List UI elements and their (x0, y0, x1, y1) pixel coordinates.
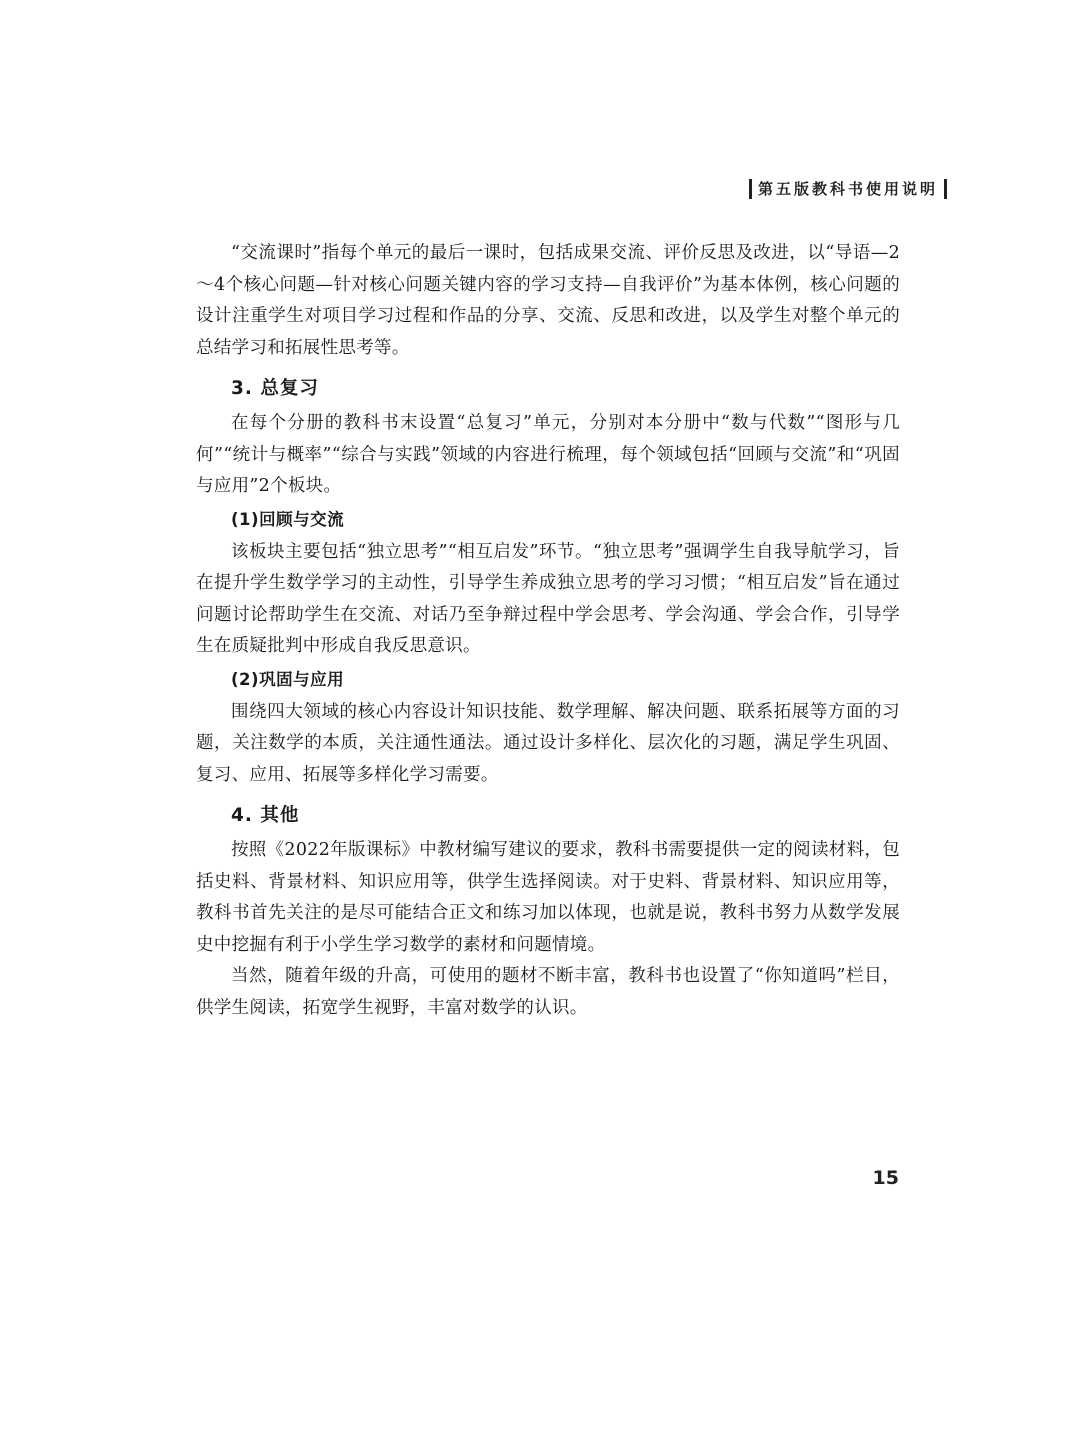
header-left-bar (749, 179, 752, 199)
paragraph-consolidate-apply: 围绕四大领域的核心内容设计知识技能、数学理解、解决问题、联系拓展等方面的习题，关注数学的本质，关注通性通法。通过设计多样化、层次化的习题，满足学生巩固、复习、应用、拓展等多样化学习需要。 (196, 701, 900, 785)
paragraph-recall-exchange: 该板块主要包括“独立思考”“相互启发”环节。“独立思考”强调学生自我导航学习，旨在提升学生数学学习的主动性，引导学生养成独立思考的学习习惯；“相互启发”旨在通过问题讨论帮助学生在交流、对话乃至争辩过程中学会思考、学会沟通、学会合作，引导学生在质疑批判中形成自我反思意识。 (196, 541, 900, 656)
running-title: 第五版教科书使用说明 (757, 180, 938, 198)
paragraph-other-reading: 按照《2022年版课标》中教材编写建议的要求，教科书需要提供一定的阅读材料，包括史料、背景材料、知识应用等，供学生选择阅读。对于史料、背景材料、知识应用等，教科书首先关注的是尽可能结合正文和练习加以体现，也就是说，教科书努力从数学发展史中挖掘有利于小学生学习数学的素材和问题情境。 (196, 840, 900, 955)
paragraph-review-intro: 在每个分册的教科书末设置“总复习”单元，分别对本分册中“数与代数”“图形与几何”“统计与概率”“综合与实践”领域的内容进行梳理，每个领域包括“回顾与交流”和“巩固与应用”2个板块。 (196, 413, 900, 496)
subheading-recall-exchange: (1)回顾与交流 (231, 509, 345, 529)
page-body (196, 238, 900, 1024)
section-heading-other: 4. 其他 (231, 805, 300, 826)
running-header (749, 178, 947, 199)
section-heading-review: 3. 总复习 (231, 378, 319, 399)
page-number: 15 (872, 1167, 899, 1189)
header-right-bar (944, 179, 947, 199)
paragraph-other-column: 当然，随着年级的升高，可使用的题材不断丰富，教科书也设置了“你知道吗”栏目，供学生阅读，拓宽学生视野，丰富对数学的认识。 (196, 966, 900, 1018)
paragraph-exchange-lesson: “交流课时”指每个单元的最后一课时，包括成果交流、评价反思及改进，以“导语—2～4个核心问题—针对核心问题关键内容的学习支持—自我评价”为基本体例，核心问题的设计注重学生对项目学习过程和作品的分享、交流、反思和改进，以及学生对整个单元的总结学习和拓展性思考等。 (196, 243, 900, 358)
subheading-consolidate-apply: (2)巩固与应用 (231, 669, 345, 689)
